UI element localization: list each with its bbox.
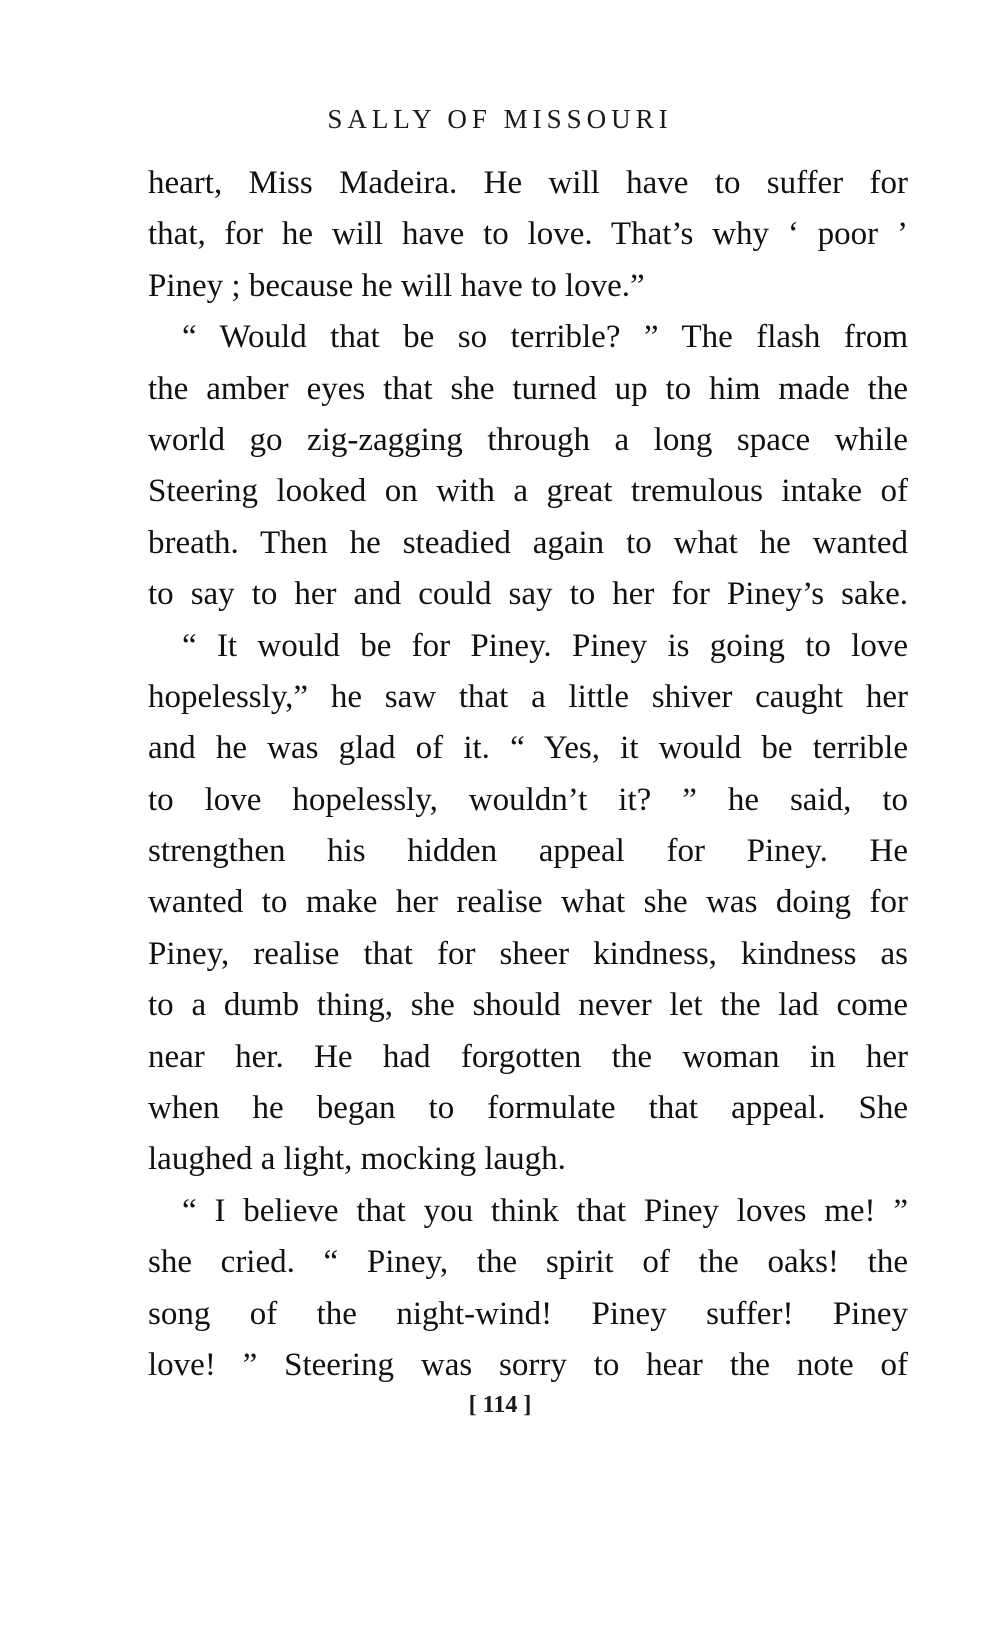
- text-line: hopelessly,” he saw that a little shiver caught her: [148, 678, 908, 715]
- text-line: strengthen his hidden appeal for Piney. He: [148, 833, 908, 870]
- text-line: love! ” Steering was sorry to hear the note of: [148, 1346, 908, 1383]
- text-line: that, for he will have to love. That’s why ‘ poor ’: [148, 216, 908, 253]
- text-line: she cried. “ Piney, the spirit of the oaks! the: [148, 1244, 908, 1281]
- body-text: [148, 158, 908, 1391]
- text-line: “ It would be for Piney. Piney is going to love: [182, 627, 908, 664]
- text-line: when he began to formulate that appeal. She: [148, 1090, 908, 1127]
- text-line: Piney ; because he will have to love.”: [148, 267, 645, 304]
- text-line: Piney, realise that for sheer kindness, kindness as: [148, 935, 908, 972]
- text-line: heart, Miss Madeira. He will have to suffer for: [148, 165, 908, 201]
- text-line: breath. Then he steadied again to what he wanted: [148, 524, 908, 561]
- text-line: laughed a light, mocking laugh.: [148, 1141, 566, 1178]
- text-line: “ I believe that you think that Piney loves me! ”: [182, 1192, 908, 1229]
- text-line: and he was glad of it. “ Yes, it would be terrible: [148, 730, 908, 767]
- text-line: near her. He had forgotten the woman in her: [148, 1038, 908, 1075]
- page-number: [ 114 ]: [468, 1392, 532, 1418]
- running-head: SALLY OF MISSOURI: [327, 104, 673, 134]
- text-line: wanted to make her realise what she was doing for: [148, 884, 908, 921]
- text-line: to say to her and could say to her for Piney’s sake.: [148, 576, 908, 613]
- text-line: to a dumb thing, she should never let the lad come: [148, 987, 908, 1024]
- text-line: to love hopelessly, wouldn’t it? ” he said, to: [148, 781, 908, 818]
- text-line: the amber eyes that she turned up to him made the: [148, 370, 908, 407]
- text-line: world go zig-zagging through a long space while: [148, 421, 908, 458]
- text-line: Steering looked on with a great tremulous intake of: [148, 473, 908, 510]
- text-line: song of the night-wind! Piney suffer! Piney: [148, 1295, 908, 1332]
- text-line: “ Would that be so terrible? ” The flash from: [182, 319, 908, 356]
